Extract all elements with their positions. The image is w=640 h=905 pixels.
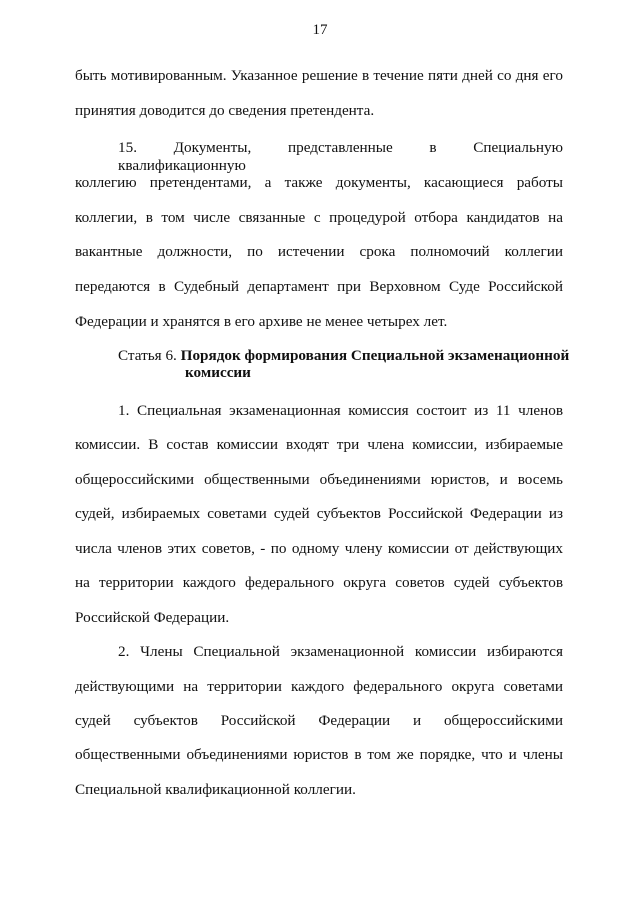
text-line: коллегии, в том числе связанные с процедурой отбора кандидатов на	[75, 209, 563, 226]
article-heading	[118, 347, 569, 365]
text-line: вакантные должности, по истечении срока полномочий коллегии	[75, 243, 563, 260]
text-line: общероссийскими общественными объединениями юристов, и восемь	[75, 471, 563, 488]
text-line: судей субъектов Российской Федерации и общероссийскими	[75, 712, 563, 729]
text-line: Российской Федерации.	[75, 609, 230, 626]
article-number: Статья 6.	[118, 347, 177, 364]
text-line: на территории каждого федерального округа советов судей субъектов	[75, 574, 563, 591]
text-line: передаются в Судебный департамент при Верховном Суде Российской	[75, 278, 563, 295]
text-line: 2. Члены Специальной экзаменационной комиссии избираются	[118, 643, 563, 660]
text-line: действующими на территории каждого федерального округа советами	[75, 678, 563, 695]
text-line: быть мотивированным. Указанное решение в течение пяти дней со дня его	[75, 67, 563, 84]
text-line: общественными объединениями юристов в том же порядке, что и члены	[75, 746, 563, 763]
text-line: Федерации и хранятся в его архиве не менее четырех лет.	[75, 313, 448, 330]
text-line: числа членов этих советов, - по одному члену комиссии от действующих	[75, 540, 563, 557]
article-title: Порядок формирования Специальной экзаменационной	[180, 347, 570, 364]
text-line: 1. Специальная экзаменационная комиссия состоит из 11 членов	[118, 402, 563, 419]
text-line: Специальной квалификационной коллегии.	[75, 781, 356, 798]
text-line: 15. Документы, представленные в Специальную квалификационную	[118, 139, 563, 174]
text-line: судей, избираемых советами судей субъектов Российской Федерации из	[75, 505, 563, 522]
page-number: 17	[312, 22, 328, 38]
text-line: принятия доводится до сведения претендента.	[75, 102, 375, 119]
article-title-continuation: комиссии	[185, 364, 251, 381]
text-line: коллегию претендентами, а также документы, касающиеся работы	[75, 174, 563, 191]
text-line: комиссии. В состав комиссии входят три члена комиссии, избираемые	[75, 436, 563, 453]
